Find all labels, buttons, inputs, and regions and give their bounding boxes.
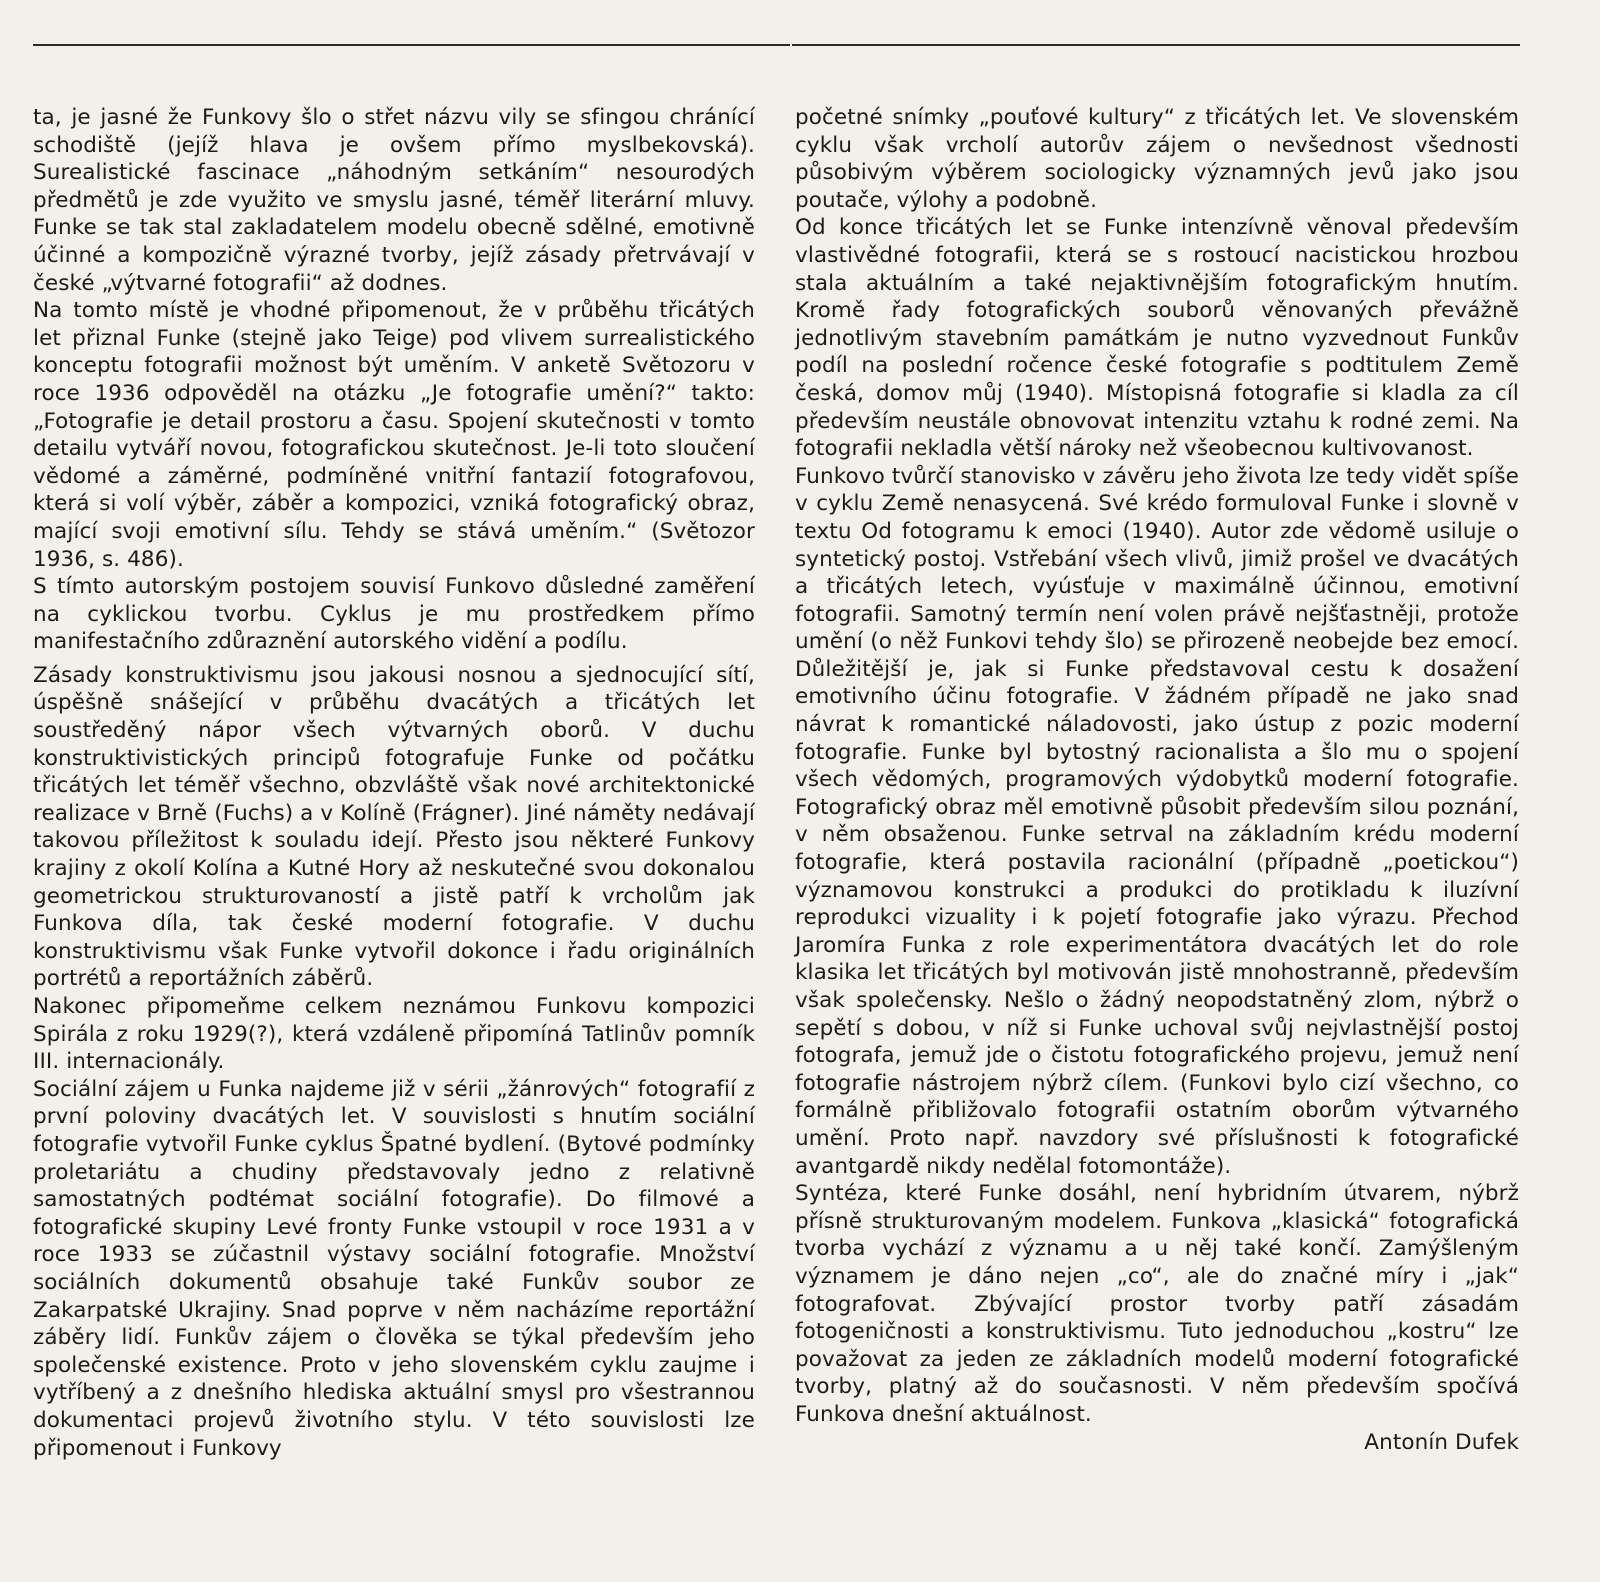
- paragraph: Od konce třicátých let se Funke intenzívně věnoval především vlastivědné fotografii, která se s rostoucí nacistickou hrozbou stala aktuálním a také nejaktivnějším fotografickým hnutím. Kromě řady fotografických souborů věnovaných převážně jednotlivým stavebním památkám je nutno vyzvednout Funkův podíl na poslední ročence české fotografie s podtitulem Země česká, domov můj (1940). Místopisná fotografie si kladla za cíl především neustále obnovovat intenzitu vztahu k rodné zemi. Na fotografii nekladla větší nároky než všeobecnou kultivovanost.: [795, 215, 1519, 462]
- paragraph: početné snímky „pouťové kultury“ z třicátých let. Ve slovenském cyklu však vrcholí autorův zájem o nevšednost všednosti působivým výběrem sociologicky významných jevů jako jsou poutače, výlohy a podobně.: [795, 105, 1519, 213]
- top-rule-left: [33, 44, 790, 46]
- paragraph: Sociální zájem u Funka najdeme již v sérii „žánrových“ fotografií z první poloviny dvacátých let. V souvislosti s hnutím sociální fotografie vytvořil Funke cyklus Špatné bydlení. (Bytové podmínky proletariátu a chudiny představovaly jedno z relativně samostatných podtémat sociální fotografie). Do filmové a fotografické skupiny Levé fronty Funke vstoupil v roce 1931 a v roce 1933 se zúčastnil výstavy sociální fotografie. Množství sociálních dokumentů obsahuje také Funkův soubor ze Zakarpatské Ukrajiny. Snad poprve v něm nacházíme reportážní záběry lidí. Funkův zájem o člověka se týkal především jeho společenské existence. Proto v jeho slovenském cyklu zaujme i vytříbený a z dnešního hlediska aktuální smysl pro všestrannou dokumentaci projevů životního stylu. V této souvislosti lze připomenout i Funkovy: [33, 1076, 755, 1461]
- paragraph: Na tomto místě je vhodné připomenout, že v průběhu třicátých let přiznal Funke (stejně jako Teige) pod vlivem surrealistického konceptu fotografii možnost být uměním. V anketě Světozoru v roce 1936 odpověděl na otázku „Je fotografie umění?“ takto: „Fotografie je detail prostoru a času. Spojení skutečnosti v tomto detailu vytváří novou, fotografickou skutečnost. Je-li toto sloučení vědomé a záměrné, podmíněné vnitřní fantazií fotografovou, která si volí výběr, záběr a kompozici, vzniká fotografický obraz, mající svoji emotivní sílu. Tehdy se stává uměním.“ (Světozor 1936, s. 486).: [33, 298, 755, 572]
- author-signature: Antonín Dufek: [1364, 1429, 1519, 1455]
- left-column: [33, 104, 755, 1462]
- paragraph: Funkovo tvůrčí stanovisko v závěru jeho života lze tedy vidět spíše v cyklu Země nenasycená. Své krédo formuloval Funke i slovně v textu Od fotogramu k emoci (1940). Autor zde vědomě usiluje o syntetický postoj. Vstřebání všech vlivů, jimiž prošel ve dvacátých a třicátých letech, vyúsťuje v maximálně účinnou, emotivní fotografii. Samotný termín není volen právě nejšťastněji, protože umění (o něž Funkovi tehdy šlo) se přirozeně neobejde bez emocí. Důležitější je, jak si Funke představoval cestu k dosažení emotivního účinu fotografie. V žádném případě ne jako snad návrat k romantické náladovosti, jako ústup z pozic moderní fotografie. Funke byl bytostný racionalista a šlo mu o spojení všech vědomých, programových výdobytků moderní fotografie. Fotografický obraz měl emotivně působit především silou poznání, v něm obsaženou. Funke setrval na základním krédu moderní fotografie, která postavila racionální (případně „poetickou“) významovou konstrukci a produkci do protikladu k iluzívní reprodukci vizuality i k pojetí fotografie jako výrazu. Přechod Jaromíra Funka z role experimentátora dvacátých let do role klasika let třicátých byl motivován jistě mnohostranně, především však společensky. Nešlo o žádný neopodstatněný zlom, nýbrž o sepětí s dobou, v níž si Funke uchoval svůj nejvlastnější postoj fotografa, jemuž jde o čistotu fotografického projevu, jemuž není fotografie nástrojem nýbrž cílem. (Funkovi bylo cizí všechno, co formálně přibližovalo fotografii ostatním oborům výtvarného umění. Proto např. navzdory své příslušnosti k fotografické avantgardě nikdy nedělal fotomontáže).: [795, 463, 1519, 1179]
- right-column: [795, 104, 1519, 1456]
- paragraph: Syntéza, které Funke dosáhl, není hybridním útvarem, nýbrž přísně strukturovaným modelem. Funkova „klasická“ fotografická tvorba vychází z významu a u něj také končí. Zamýšleným významem je dáno nejen „co“, ale do značné míry i „jak“ fotografovat. Zbývající prostor tvorby patří zásadám fotogeničnosti a konstruktivismu. Tuto jednoduchou „kostru“ lze považovat za jeden ze základních modelů moderní fotografické tvorby, platný až do současnosti. V něm především spočívá Funkova dnešní aktuálnost.: [795, 1181, 1519, 1427]
- paragraph: Nakonec připomeňme celkem neznámou Funkovu kompozici Spirála z roku 1929(?), která vzdáleně připomíná Tatlinův pomník III. internacionály.: [33, 994, 755, 1075]
- paragraph: ta, je jasné že Funkovy šlo o střet názvu vily se sfingou chránící schodiště (jejíž hlava je ovšem přímo myslbekovská). Surealistické fascinace „náhodným setkáním“ nesourodých předmětů je zde využito ve smyslu jasné, téměř literární mluvy. Funke se tak stal zakladatelem modelu obecně sdělné, emotivně účinné a kompozičně výrazné tvorby, jejíž zásady přetrvávají v české „výtvarné fotografii“ až dodnes.: [33, 105, 755, 296]
- top-rule-right: [792, 44, 1520, 46]
- paragraph: S tímto autorským postojem souvisí Funkovo důsledné zaměření na cyklickou tvorbu. Cyklus je mu prostředkem přímo manifestačního zdůraznění autorského vidění a podílu.: [33, 574, 755, 655]
- paragraph: Zásady konstruktivismu jsou jakousi nosnou a sjednocující sítí, úspěšně snášející v průběhu dvacátých a třicátých let soustředěný nápor všech výtvarných oborů. V duchu konstruktivistických principů fotografuje Funke od počátku třicátých let téměř všechno, obzvláště však nové architektonické realizace v Brně (Fuchs) a v Kolíně (Frágner). Jiné náměty nedávají takovou příležitost k souladu idejí. Přesto jsou některé Funkovy krajiny z okolí Kolína a Kutné Hory až neskutečné svou dokonalou geometrickou strukturovaností a jistě patří k vrcholům jak Funkova díla, tak české moderní fotografie. V duchu konstruktivismu však Funke vytvořil dokonce i řadu originálních portrétů a reportážních záběrů.: [33, 662, 755, 992]
